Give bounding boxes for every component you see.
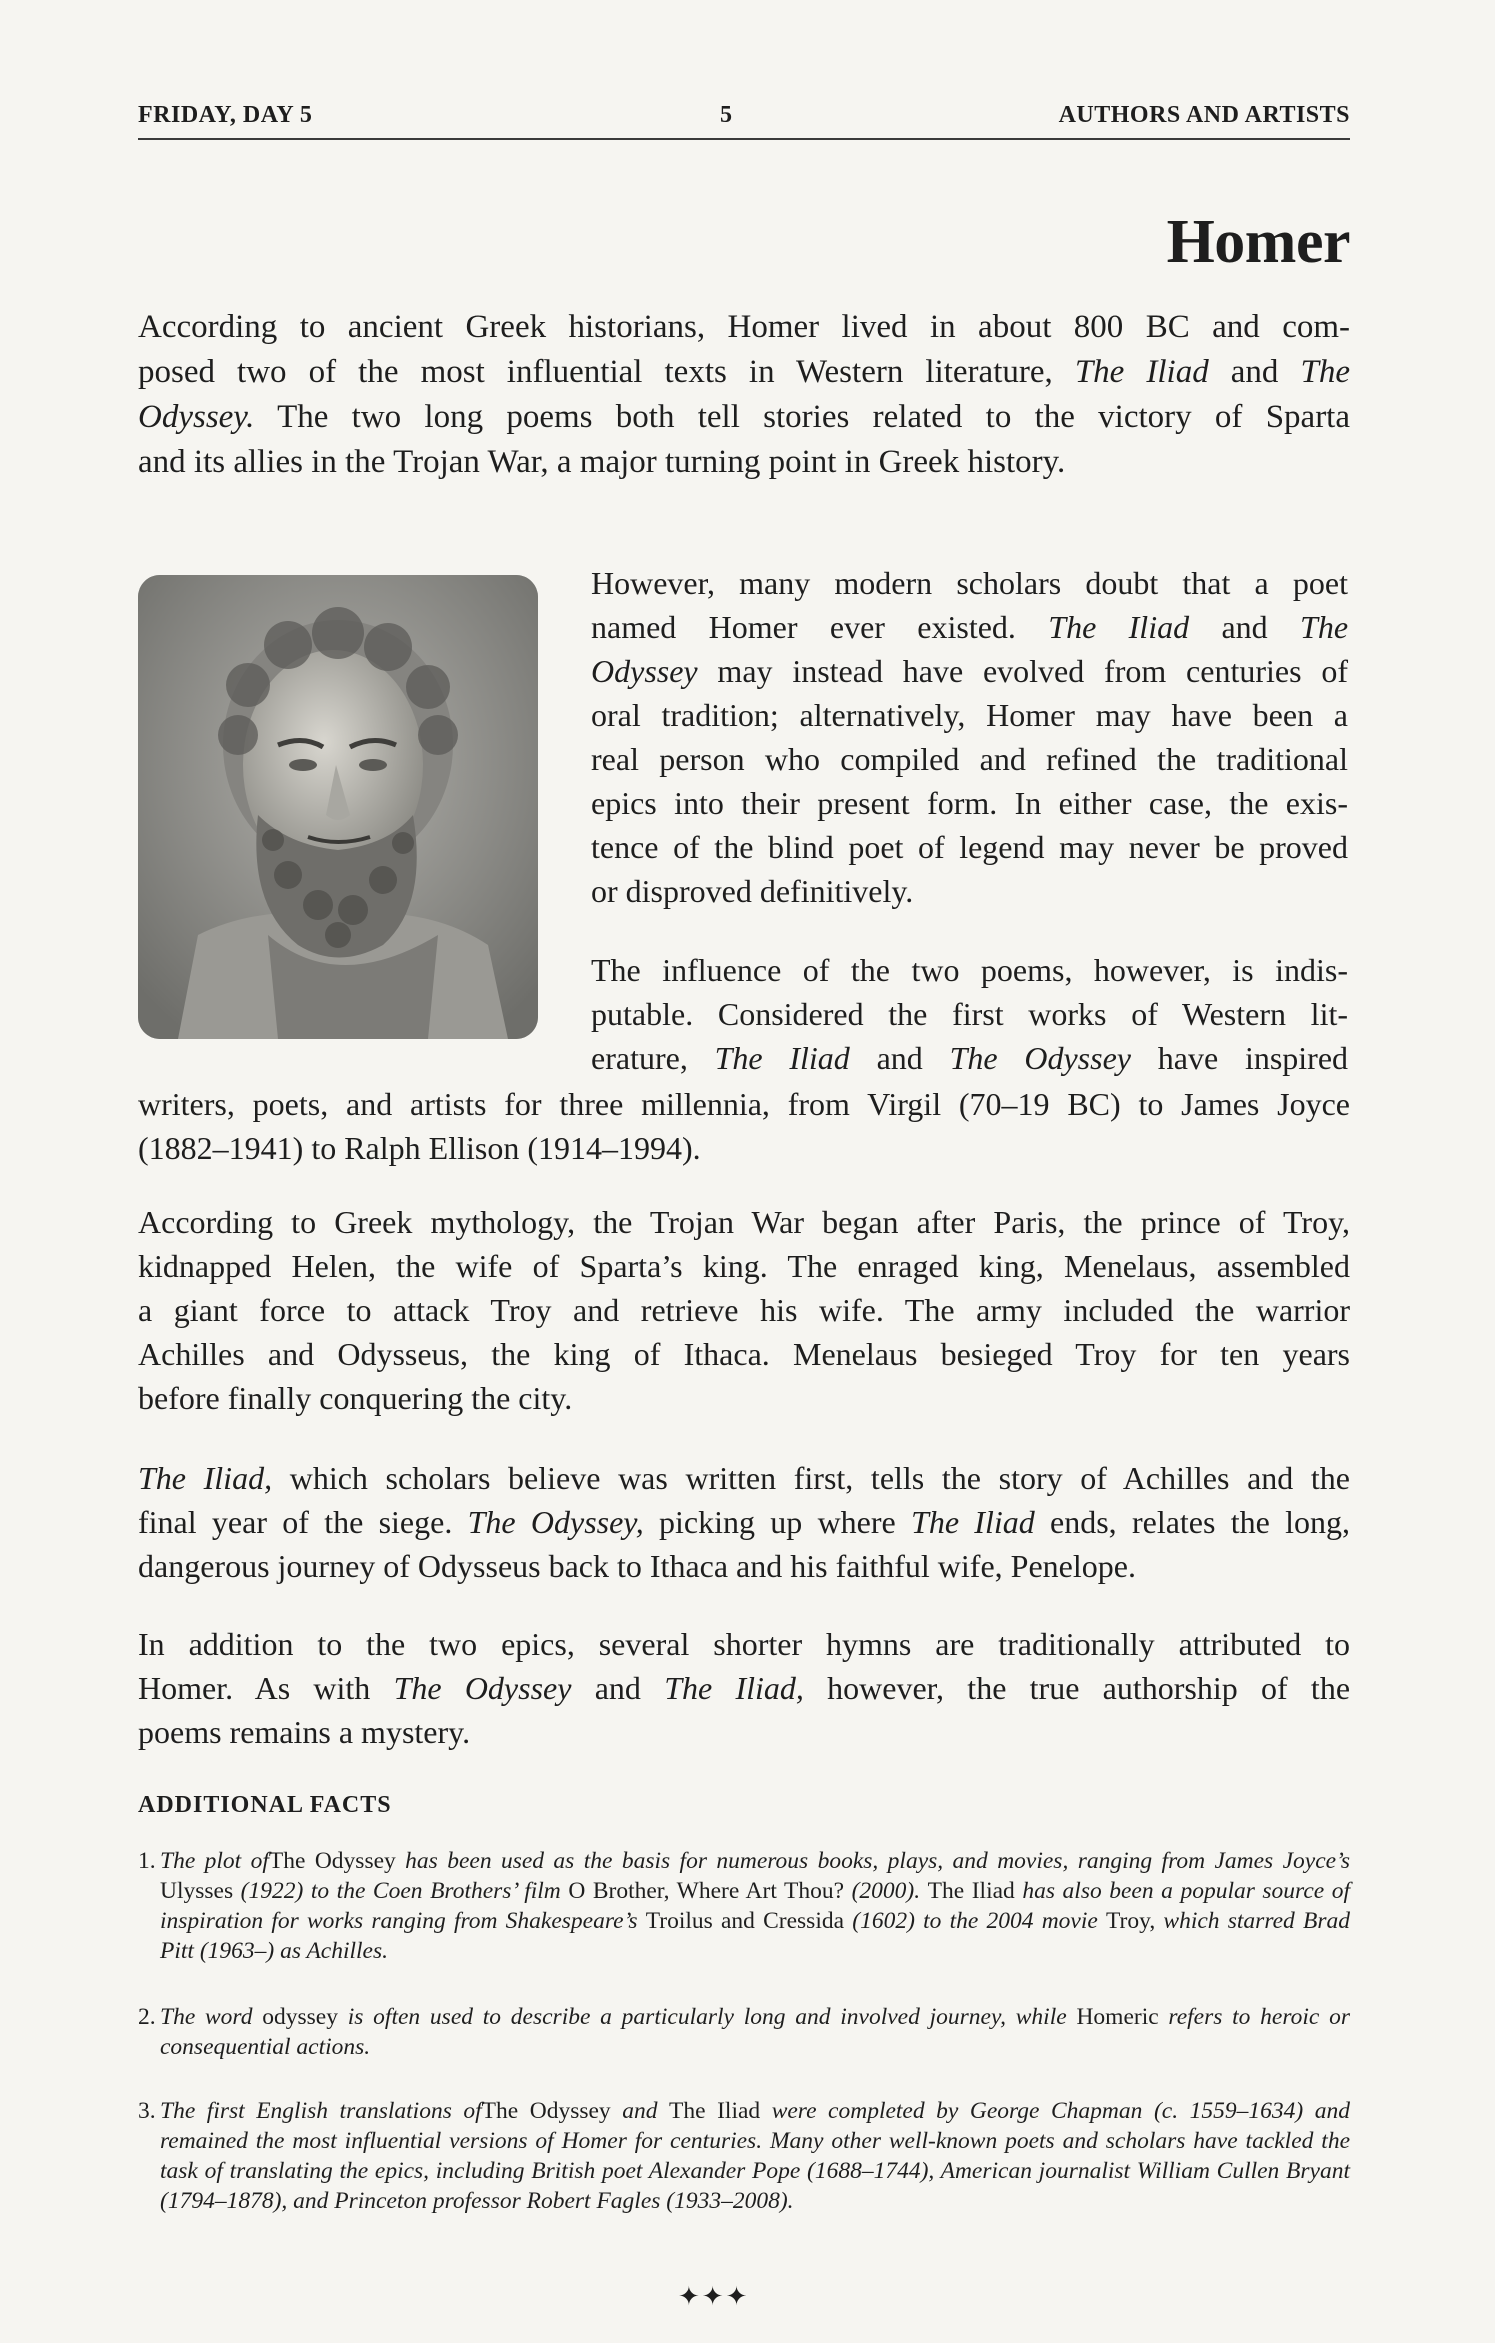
text-line: However, many modern scholars doubt that a poet xyxy=(591,565,1348,601)
text-line: (1882–1941) to Ralph Ellison (1914–1994). xyxy=(138,1130,701,1166)
hymns-paragraph xyxy=(138,1622,1350,1754)
text-line: kidnapped Helen, the wife of Sparta’s king. The enraged king, Menelaus, assembled xyxy=(138,1248,1350,1284)
fact-text: The plot ofThe Odyssey has been used as the basis for numerous books, plays, and movies, ranging from James Joyce’s Ulysses (1922) to the Coen Brothers’ film O Brother, Where Art Thou? (2000). The Iliad has also been a popular source of inspiration for works ranging from Shakespeare’s Troilus and Cressida (1602) to the 2004 movie Troy, which starred Brad Pitt (1963–) as Achilles. xyxy=(160,1848,1351,1964)
text-line: a giant force to attack Troy and retrieve his wife. The army included the warrior xyxy=(138,1292,1350,1328)
header-day: FRIDAY, DAY 5 xyxy=(138,102,313,128)
text-line: poems remains a mystery. xyxy=(138,1714,471,1750)
header-section: AUTHORS AND ARTISTS xyxy=(1058,102,1350,128)
additional-facts-heading: ADDITIONAL FACTS xyxy=(138,1792,392,1818)
text-line: and its allies in the Trojan War, a major turning point in Greek history. xyxy=(138,444,1066,480)
text-line: Achilles and Odysseus, the king of Ithaca. Menelaus besieged Troy for ten years xyxy=(138,1336,1350,1372)
influence-paragraph-continued xyxy=(138,1082,1350,1170)
text-line: According to ancient Greek historians, Homer lived in about 800 BC and com- xyxy=(138,309,1350,345)
text-line: named Homer ever existed. The Iliad and The xyxy=(591,609,1349,645)
text-line: In addition to the two epics, several shorter hymns are traditionally attributed to xyxy=(138,1626,1350,1662)
text-line: posed two of the most influential texts in Western literature, The Iliad and The xyxy=(138,354,1351,390)
text-line: The Iliad, which scholars believe was written first, tells the story of Achilles and the xyxy=(138,1460,1351,1496)
page-title: Homer xyxy=(1166,208,1350,276)
end-ornament: ✦✦✦ xyxy=(678,2282,750,2311)
text-line: final year of the siege. The Odyssey, picking up where The Iliad ends, relates the long, xyxy=(138,1504,1351,1540)
page-number: 5 xyxy=(720,102,733,128)
text-line: Odyssey may instead have evolved from centuries of xyxy=(591,653,1348,689)
text-line: real person who compiled and refined the traditional xyxy=(591,741,1348,777)
fact-item xyxy=(138,2096,1350,2216)
fact-item xyxy=(138,2002,1350,2062)
text-line: The influence of the two poems, however, is indis- xyxy=(591,952,1348,988)
influence-paragraph xyxy=(591,948,1348,1080)
trojan-war-paragraph xyxy=(138,1200,1350,1420)
text-line: or disproved definitively. xyxy=(591,873,914,909)
fact-number: 2. xyxy=(138,2004,156,2030)
iliad-odyssey-paragraph xyxy=(138,1456,1350,1588)
fact-number: 1. xyxy=(138,1848,156,1874)
text-line: epics into their present form. In either case, the exis- xyxy=(591,785,1348,821)
text-line: Homer. As with The Odyssey and The Iliad, however, the true authorship of the xyxy=(138,1670,1351,1706)
homer-bust-image xyxy=(138,575,538,1039)
text-line: Odyssey. The two long poems both tell stories related to the victory of Sparta xyxy=(138,399,1350,435)
text-line: oral tradition; alternatively, Homer may have been a xyxy=(591,697,1348,733)
intro-paragraph xyxy=(138,305,1350,485)
text-line: writers, poets, and artists for three millennia, from Virgil (70–19 BC) to James Joyce xyxy=(138,1086,1350,1122)
text-line: According to Greek mythology, the Trojan War began after Paris, the prince of Troy, xyxy=(138,1204,1350,1240)
fact-item xyxy=(138,1846,1350,1966)
bust-illustration xyxy=(138,575,538,1039)
scholars-paragraph xyxy=(591,561,1348,913)
fact-number: 3. xyxy=(138,2098,156,2124)
text-line: putable. Considered the first works of Western lit- xyxy=(591,996,1348,1032)
fact-text: The word odyssey is often used to describe a particularly long and involved journey, while Homeric refers to heroic or consequential actions. xyxy=(160,2004,1350,2060)
text-line: tence of the blind poet of legend may never be proved xyxy=(591,829,1348,865)
running-header xyxy=(138,100,1350,140)
text-line: erature, The Iliad and The Odyssey have inspired xyxy=(591,1040,1349,1076)
fact-text: The first English translations ofThe Odyssey and The Iliad were completed by George Chapman (c. 1559–1634) and remained the most influential versions of Homer for centuries. Many other well-known poets and scholars have tackled the task of translating the epics, including British poet Alexander Pope (1688–1744), American journalist William Cullen Bryant (1794–1878), and Princeton professor Robert Fagles (1933–2008). xyxy=(160,2098,1350,2214)
text-line: dangerous journey of Odysseus back to Ithaca and his faithful wife, Penelope. xyxy=(138,1548,1136,1584)
text-line: before finally conquering the city. xyxy=(138,1380,573,1416)
